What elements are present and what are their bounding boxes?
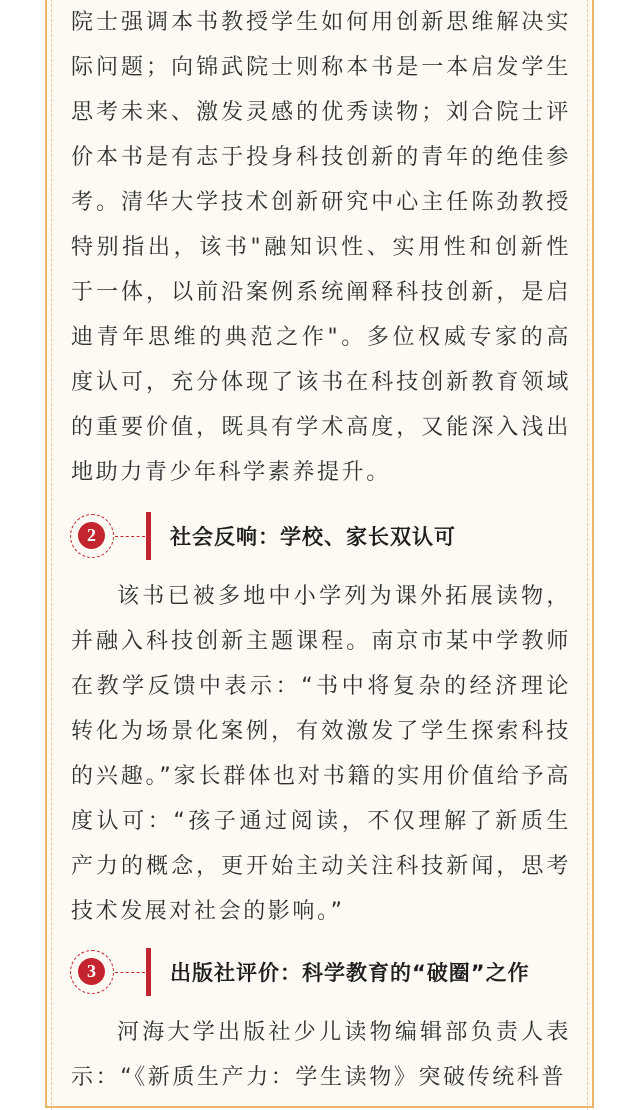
section-number-badge [70, 950, 114, 994]
paragraph-expert-reviews: 院士强调本书教授学生如何用创新思维解决实际问题；向锦武院士则称本书是一本启发学生思考未来、激发灵感的优秀读物；刘合院士评价本书是有志于投身科技创新的青年的绝佳参考。清华大学技术创新研究中心主任陈劲教授特别指出，该书"融知识性、实用性和创新性于一体，以前沿案例系统阐释科技创新，是启迪青年思维的典范之作"。多位权威专家的高度认可，充分体现了该书在科技创新教育领域的重要价值，既具有学术高度，又能深入浅出地助力青少年科学素养提升。 [71, 10, 571, 485]
section-number: 3 [78, 958, 105, 985]
section-heading-2 [70, 512, 590, 564]
heading-accent-bar [146, 512, 151, 560]
section-number-badge [70, 514, 114, 558]
paragraph-social-response: 该书已被多地中小学列为课外拓展读物，并融入科技创新主题课程。南京市某中学教师在教学反馈中表示：“书中将复杂的经济理论转化为场景化案例，有效激发了学生探索科技的兴趣。”家长群体也对书籍的实用价值给予高度认可：“孩子通过阅读，不仅理解了新质生产力的概念，更开始主动关注科技新闻，思考技术发展对社会的影响。” [71, 584, 571, 924]
section-title: 出版社评价：科学教育的“破圈”之作 [170, 961, 530, 985]
section-number: 2 [78, 522, 105, 549]
heading-accent-bar [146, 948, 151, 996]
paragraph-publisher-review: 河海大学出版社少儿读物编辑部负责人表示：“《新质生产力：学生读物》突破传统科普 [71, 1020, 571, 1090]
dashed-connector [115, 536, 145, 537]
dashed-connector [115, 972, 145, 973]
section-title: 社会反响：学校、家长双认可 [170, 525, 456, 549]
section-heading-3 [70, 948, 590, 1000]
